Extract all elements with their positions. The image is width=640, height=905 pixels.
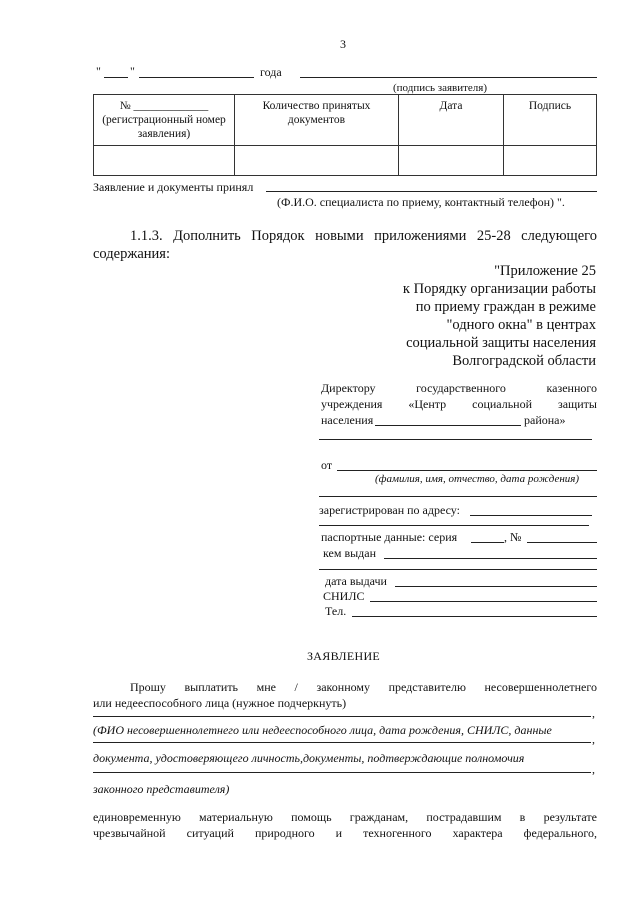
appendix-line: социальной защиты населения [406,335,596,351]
passport-number-label: , № [504,530,522,544]
statement-title: ЗАЯВЛЕНИЕ [307,649,381,663]
table-header-date: Дата [399,95,504,146]
table-header-docs-count: Количество принятых документов [235,95,399,146]
date-month-line [139,77,254,78]
blank-line [319,569,597,570]
passport-label: паспортные данные: серия [321,530,458,544]
appendix-line: Волгоградской области [452,353,596,369]
from-line [337,470,597,471]
applicant-signature-line [300,77,597,78]
addressee-line-2: учреждения «Центр социальной защиты [321,397,597,411]
snils-label: СНИЛС [323,589,365,603]
appendix-header [403,262,596,370]
signature-caption: (подпись заявителя) [393,82,488,94]
blank-line [319,496,597,497]
appendix-line: по приему граждан в режиме [415,299,596,315]
caption-line-1: (ФИО несовершеннолетнего или недееспособного лица, дата рождения, СНИЛС, данные [93,723,552,737]
blank-line [319,439,592,440]
date-day-line [104,77,128,78]
statement-line-1: Прошу выплатить мне / законному представителю несовершеннолетнего [130,680,597,694]
table-cell [94,146,235,176]
blank-line [319,525,589,526]
table-header-reg-number: № _____________ (регистрационный номер заявления) [94,95,235,146]
caption-line-3: законного представителя) [93,782,230,796]
comma: , [592,762,595,776]
appendix-line: "одного окна" в центрах [446,317,596,333]
table-cell [399,146,504,176]
table-header-signature: Подпись [504,95,597,146]
address-line [470,515,592,516]
phone-line [352,616,597,617]
caption-line-2: документа, удостоверяющего личность,документы, подтверждающие полномочия [93,751,525,765]
date-quote-close: " [130,64,135,78]
paragraph-line-2: содержания: [93,246,171,262]
appendix-line: к Порядку организации работы [402,281,596,297]
table-cell [235,146,399,176]
statement-line-3: единовременную материальную помощь гражданам, пострадавшим в результате [93,810,597,824]
comma: , [592,706,595,720]
addressee-line-1: Директору государственного казенного [321,381,597,395]
passport-series-line [471,542,504,543]
addressee-line-3-prefix: населения [321,413,374,427]
appendix-line: "Приложение 25 [494,263,596,279]
year-word: года [260,65,282,79]
beneficiary-line [93,742,591,743]
issue-date-label: дата выдачи [325,574,387,588]
date-quote-open: " [96,64,101,78]
statement-line-4: чрезвычайной ситуаций природного и техногенного характера федерального, [93,826,597,840]
table-cell [504,146,597,176]
snils-line [370,601,597,602]
phone-label: Тел. [325,604,347,618]
registered-label: зарегистрирован по адресу: [319,503,460,517]
issued-by-label: кем выдан [323,546,377,560]
from-caption: (фамилия, имя, отчество, дата рождения) [375,473,580,485]
received-caption: (Ф.И.О. специалиста по приему, контактный телефон) ". [277,195,565,209]
issue-date-line [395,586,597,587]
district-line [375,425,521,426]
beneficiary-line [93,716,591,717]
received-label: Заявление и документы принял [93,180,254,194]
issued-by-line [384,558,597,559]
addressee-line-3-suffix: района» [524,413,566,427]
comma: , [592,732,595,746]
page-number: 3 [340,37,346,51]
registration-table [93,94,597,176]
beneficiary-line [93,772,591,773]
statement-line-2: или недееспособного лица (нужное подчеркнуть) [93,696,347,710]
paragraph-line-1: 1.1.3. Дополнить Порядок новыми приложениями 25-28 следующего [130,228,597,244]
passport-number-line [527,542,597,543]
received-line [266,191,597,192]
from-label: от [321,458,333,472]
